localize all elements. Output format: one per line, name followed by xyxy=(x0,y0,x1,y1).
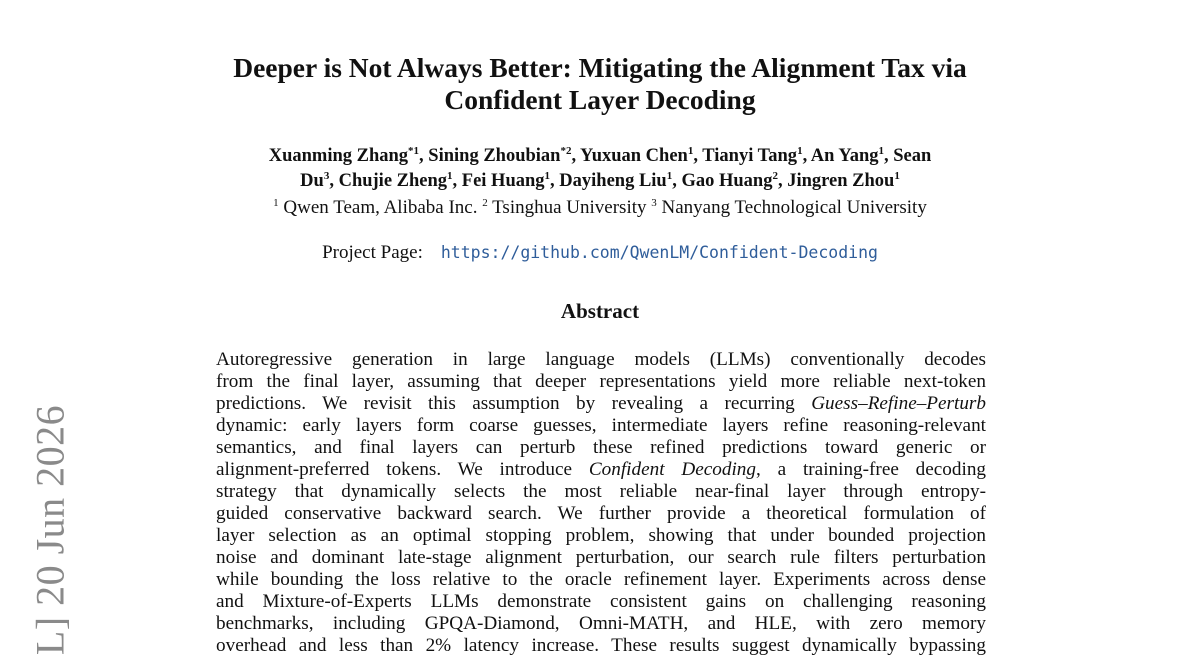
abstract-line xyxy=(216,481,986,503)
abstract-text: , a training-free decoding xyxy=(755,459,986,480)
arxiv-stamp-text: L] 20 Jun 2026 xyxy=(27,404,73,656)
author-name: Tianyi Tang xyxy=(702,146,798,166)
abstract-line xyxy=(216,393,986,415)
abstract-emphasis: Guess–Refine–Perturb xyxy=(811,393,986,414)
author-name: Sining Zhoubian xyxy=(428,146,561,166)
author-affiliation-marker: 1 xyxy=(894,170,900,182)
author-line-2: Du$^3$, Chujie Zheng$^1$, Fei Huang$^1$, Dayiheng Liu$^1$, Gao Huang$^2$, Jingren Zhou$^1$ xyxy=(300,170,900,191)
author-affiliation-marker: 1 xyxy=(544,170,551,182)
affiliation-marker: 2 xyxy=(482,197,488,209)
affiliation-name: Tsinghua University xyxy=(487,197,652,218)
abstract-text: Autoregressive generation in large language models (LLMs) conventionally decodes xyxy=(216,349,986,370)
abstract-emphasis: Confident Decoding xyxy=(588,459,756,480)
author-affiliation-marker: 1 xyxy=(447,170,453,182)
affiliation-marker: 3 xyxy=(651,197,657,209)
abstract-line xyxy=(216,569,986,591)
affiliation-name: Qwen Team, Alibaba Inc. xyxy=(278,197,483,218)
abstract-line xyxy=(216,591,986,613)
author-name: Dayiheng Liu xyxy=(559,171,667,191)
project-page-line xyxy=(150,240,1050,266)
author-affiliation-marker: 1 xyxy=(797,145,803,157)
author-affiliation-marker: 1 xyxy=(878,145,884,157)
abstract-line xyxy=(216,459,986,481)
paper-title xyxy=(150,52,1050,116)
abstract-text: noise and dominant late-stage alignment perturbation, our search rule filters perturbation xyxy=(216,547,986,568)
author-name: Fei Huang xyxy=(461,171,545,191)
title-line-1: Deeper is Not Always Better: Mitigating the Alignment Tax via xyxy=(233,52,967,83)
affiliations xyxy=(150,195,1050,220)
title-line-2: Confident Layer Decoding xyxy=(444,84,756,115)
abstract-line xyxy=(216,635,986,657)
project-page-label: Project Page: xyxy=(322,242,423,263)
abstract-text: strategy that dynamically selects the most reliable near-final layer through entropy- xyxy=(216,481,986,502)
affiliation-name: Nanyang Technological University xyxy=(656,197,927,218)
author-line-1: Xuanming Zhang$^{*1}$, Sining Zhoubian$^{*2}$, Yuxuan Chen$^1$, Tianyi Tang$^1$, An Yang$^1$, Sean xyxy=(268,145,932,166)
abstract-text: semantics, and final layers can perturb these refined predictions toward generic or xyxy=(216,437,986,458)
abstract-text: overhead and less than 2% latency increase. These results suggest dynamically bypassing xyxy=(216,635,986,656)
abstract-line xyxy=(216,437,986,459)
author-name: Sean xyxy=(893,146,932,166)
author-name: Du xyxy=(300,171,324,191)
author-name: Yuxuan Chen xyxy=(580,146,688,166)
abstract-text: alignment-preferred tokens. We introduce xyxy=(216,459,589,480)
abstract-line xyxy=(216,613,986,635)
abstract-line xyxy=(216,525,986,547)
author-affiliation-marker: *2 xyxy=(560,145,572,157)
author-affiliation-marker: 1 xyxy=(666,170,673,182)
author-affiliation-marker: 3 xyxy=(323,170,330,182)
abstract-line xyxy=(216,349,986,371)
abstract-line xyxy=(216,547,986,569)
abstract-line xyxy=(216,503,986,525)
project-page-link[interactable]: https://github.com/QwenLM/Confident-Decoding xyxy=(440,243,878,262)
abstract-text: layer selection as an optimal stopping problem, showing that under bounded projection xyxy=(216,525,986,546)
abstract-text: benchmarks, including GPQA-Diamond, Omni-MATH, and HLE, with zero memory xyxy=(216,613,986,634)
author-affiliation-marker: *1 xyxy=(408,145,420,157)
abstract-body xyxy=(216,349,986,657)
abstract-text: predictions. We revisit this assumption by revealing a recurring xyxy=(216,393,812,414)
author-affiliation-marker: 2 xyxy=(772,170,778,182)
abstract-line xyxy=(216,415,986,437)
affiliation-marker: 1 xyxy=(273,197,279,209)
author-name: Gao Huang xyxy=(681,171,773,191)
abstract-text: from the final layer, assuming that deeper representations yield more reliable next-token xyxy=(216,371,986,392)
author-name: An Yang xyxy=(810,146,879,166)
abstract-text: while bounding the loss relative to the oracle refinement layer. Experiments across dense xyxy=(216,569,986,590)
abstract-text: guided conservative backward search. We further provide a theoretical formulation of xyxy=(216,503,986,524)
abstract-heading: Abstract xyxy=(560,299,640,323)
abstract-text: dynamic: early layers form coarse guesses, intermediate layers refine reasoning-relevant xyxy=(216,415,986,436)
author-list xyxy=(150,144,1050,194)
abstract-text: and Mixture-of-Experts LLMs demonstrate consistent gains on challenging reasoning xyxy=(216,591,986,612)
author-affiliation-marker: 1 xyxy=(687,145,694,157)
author-name: Jingren Zhou xyxy=(787,171,895,191)
abstract-line xyxy=(216,371,986,393)
author-name: Chujie Zheng xyxy=(338,171,448,191)
author-name: Xuanming Zhang xyxy=(268,146,409,166)
